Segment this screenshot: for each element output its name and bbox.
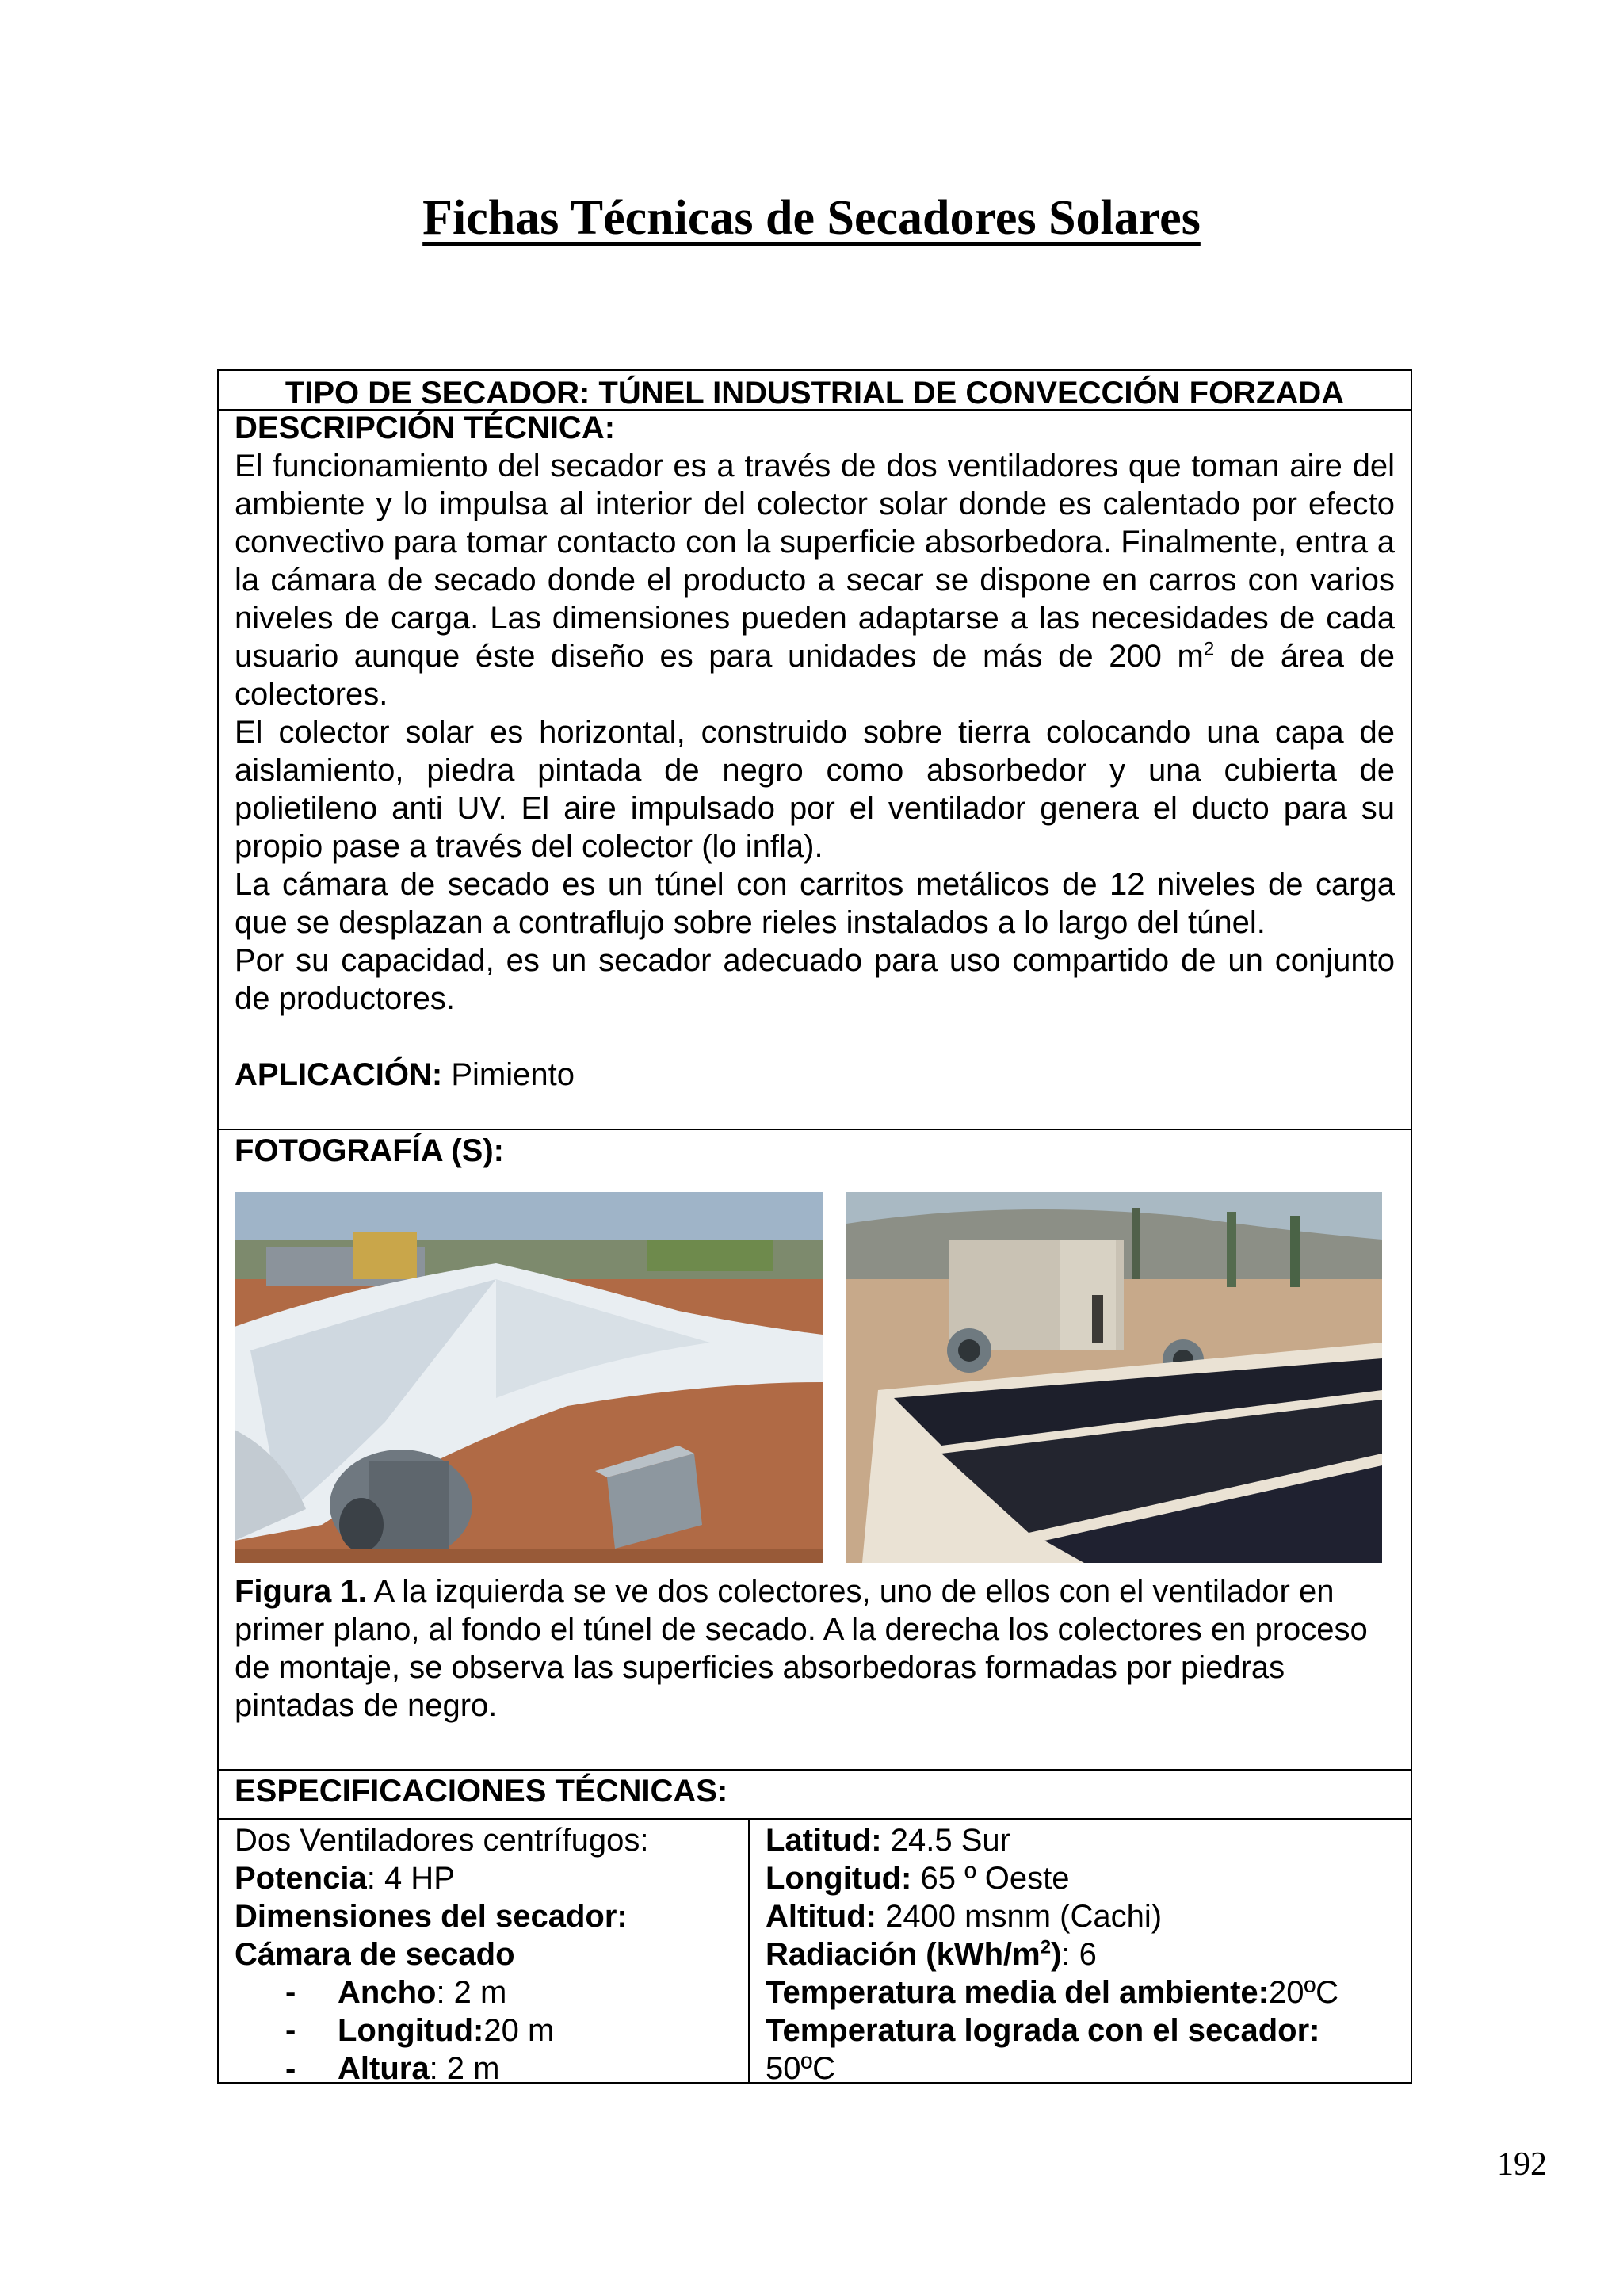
photo-collectors-assembly — [846, 1192, 1382, 1563]
height-line: - Altura : 2 m — [285, 2051, 500, 2086]
specs-column-divider — [748, 1818, 750, 2082]
dryer-temperature-value: 50ºC — [766, 2051, 835, 2086]
length-line: - Longitud: 20 m — [285, 2013, 555, 2048]
dryer-dimensions-label: Dimensiones del secador: — [235, 1899, 628, 1934]
specs-right-column — [766, 1821, 1400, 2088]
description-label: DESCRIPCIÓN TÉCNICA: — [235, 411, 616, 445]
description-paragraph-3: La cámara de secado es un túnel con carritos metálicos de 12 niveles de carga que se desplazan a contraflujo sobre rieles instalados a lo largo del túnel. — [235, 867, 1395, 940]
figure-label: Figura 1. — [235, 1574, 367, 1609]
technical-sheet-table — [217, 369, 1412, 2084]
application-line — [235, 1056, 1395, 1094]
collectors-fan-image — [235, 1192, 823, 1563]
latitude-line: Latitud: 24.5 Sur — [766, 1823, 1010, 1858]
description-paragraph-2: El colector solar es horizontal, construido sobre tierra colocando una capa de aislamiento, piedra pintada de negro como absorbedor y una cubierta de polietileno anti UV. El aire impulsado por el ventilador genera el ducto para su propio pase a través del colector (lo infla). — [235, 715, 1395, 864]
description-section — [235, 409, 1395, 1094]
drying-chamber-label: Cámara de secado — [235, 1937, 515, 1972]
altitude-line: Altitud: 2400 msnm (Cachi) — [766, 1899, 1163, 1934]
ambient-temperature-line: Temperatura media del ambiente:20ºC — [766, 1975, 1338, 2010]
longitude-line: Longitud: 65 º Oeste — [766, 1861, 1070, 1896]
specs-divider — [219, 1769, 1411, 1771]
specs-label: ESPECIFICACIONES TÉCNICAS: — [235, 1774, 728, 1809]
photo-divider — [219, 1129, 1411, 1130]
dryer-type-header: TIPO DE SECADOR: TÚNEL INDUSTRIAL DE CONVECCIÓN FORZADA — [285, 376, 1345, 411]
photographs-label: FOTOGRAFÍA (S): — [235, 1133, 504, 1168]
description-paragraph-1: El funcionamiento del secador es a través de dos ventiladores que toman aire del ambiente y lo impulsa al interior del colector solar donde es calentado por efecto convectivo para tomar contacto con la superficie absorbedora. Finalmente, entra a la cámara de secado donde el producto a secar se dispone en carros con varios niveles de carga. Las dimensiones pueden adaptarse a las necesidades de cada usuario aunque éste diseño es para unidades de más de 200 $m^2$ de área de colectores. — [235, 449, 1395, 712]
specs-left-column — [235, 1821, 742, 2088]
figure-caption-text: A la izquierda se ve dos colectores, uno de ellos con el ventilador en primer plano, al fondo el túnel de secado. A la derecha los colectores en proceso de montaje, se observa las superficies absorbedoras formadas por piedras pintadas de negro. — [235, 1574, 1368, 1723]
page-number: 192 — [1497, 2146, 1547, 2183]
description-paragraph-4: Por su capacidad, es un secador adecuado para uso compartido de un conjunto de productores. — [235, 943, 1395, 1016]
application-label: APLICACIÓN: — [235, 1057, 443, 1092]
collectors-assembly-image — [846, 1192, 1382, 1563]
dryer-temperature-label: Temperatura lograda con el secador: — [766, 2013, 1320, 2048]
specs-header-divider — [219, 1818, 1411, 1820]
fans-line: Dos Ventiladores centrífugos: — [235, 1823, 649, 1858]
radiation-line: Radiación $(kWh/m^2)$: 6 — [766, 1936, 1097, 1972]
page-title: Fichas Técnicas de Secadores Solares — [422, 191, 1201, 245]
power-line: Potencia: 4 HP — [235, 1861, 455, 1896]
width-line: - Ancho : 2 m — [285, 1975, 507, 2010]
photo-collectors-with-fan — [235, 1192, 823, 1563]
figure-caption — [235, 1572, 1395, 1725]
application-value: Pimiento — [442, 1057, 575, 1092]
